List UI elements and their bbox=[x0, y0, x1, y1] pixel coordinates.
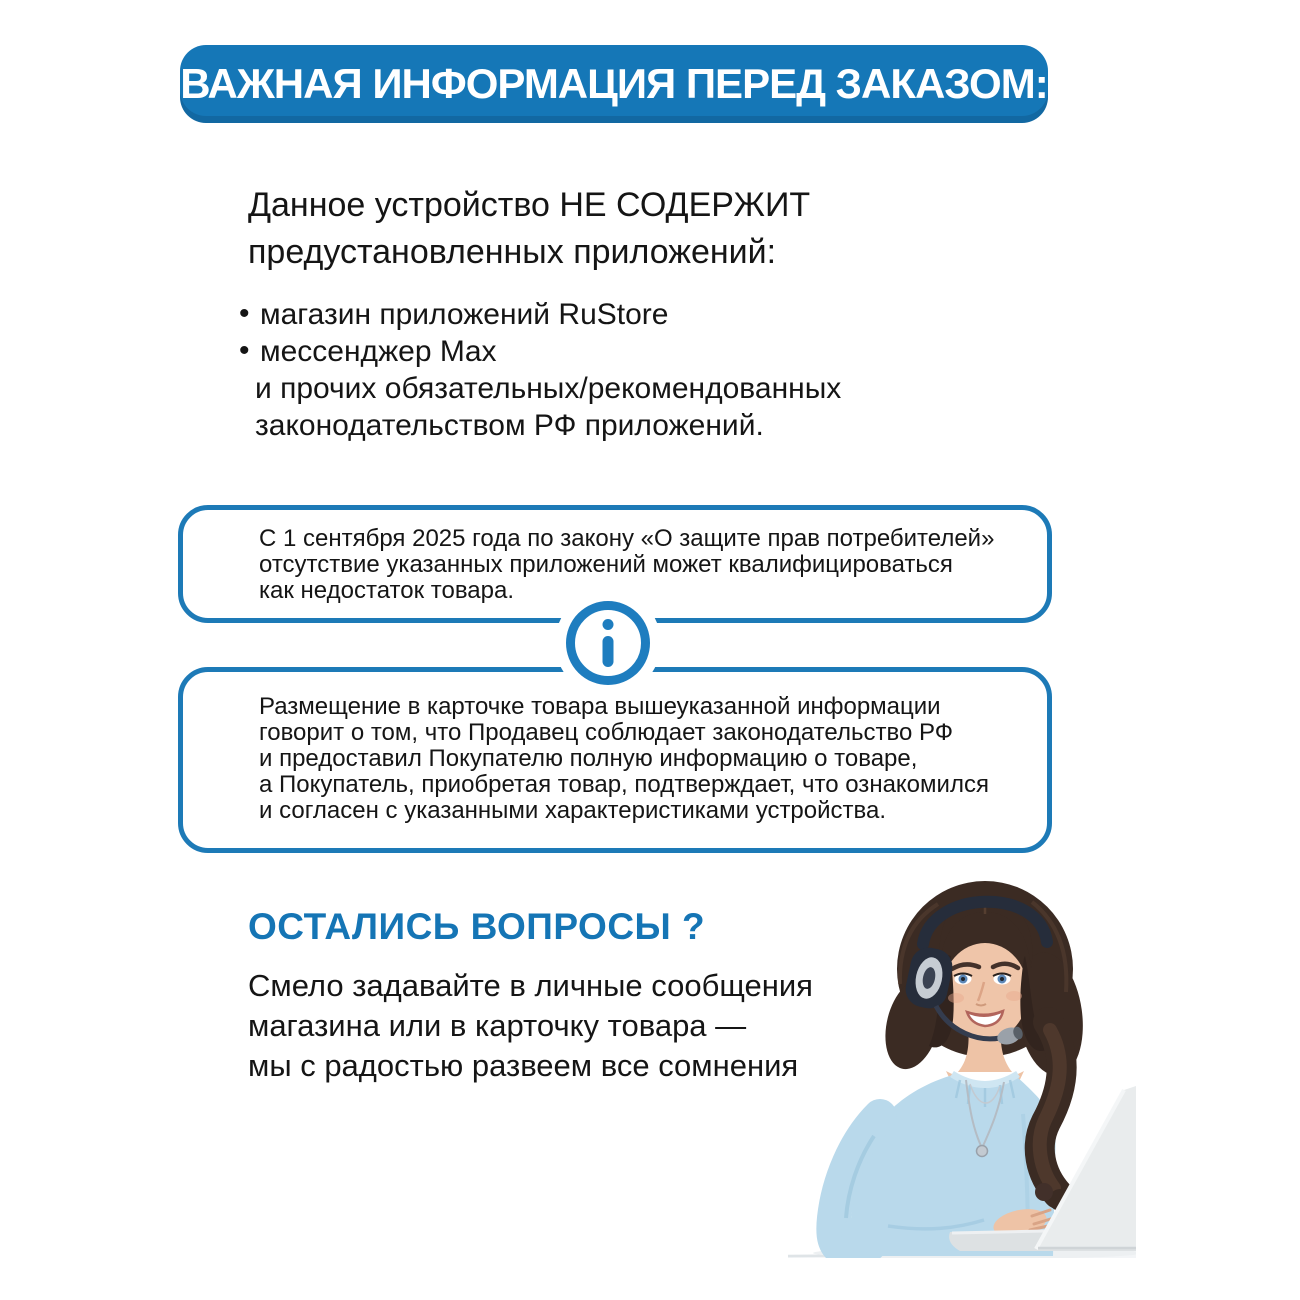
note-line: и согласен с указанными характеристиками устройства. bbox=[259, 797, 887, 824]
missing-apps-list bbox=[239, 296, 842, 444]
list-continuation: законодательством РФ приложений. bbox=[255, 409, 764, 442]
questions-line: Смело задавайте в личные сообщения bbox=[248, 968, 813, 1003]
questions-heading: ОСТАЛИСЬ ВОПРОСЫ ? bbox=[248, 906, 706, 947]
list-item-text: магазин приложений RuStore bbox=[260, 298, 669, 331]
page-title-banner bbox=[180, 45, 1048, 123]
note-line: говорит о том, что Продавец соблюдает законодательство РФ bbox=[259, 719, 953, 746]
list-item bbox=[239, 296, 841, 333]
info-icon bbox=[566, 601, 650, 685]
note-line: отсутствие указанных приложений может квалифицироваться bbox=[259, 551, 953, 578]
questions-line: мы с радостью развеем все сомнения bbox=[248, 1048, 799, 1083]
intro-line: Данное устройство НЕ СОДЕРЖИТ bbox=[248, 186, 811, 224]
questions-line: магазина или в карточку товара — bbox=[248, 1008, 747, 1043]
photo-bottom-crop bbox=[788, 1258, 1136, 1262]
support-agent-photo bbox=[788, 874, 1136, 1262]
bullet-icon: • bbox=[239, 334, 250, 367]
compliance-note-box bbox=[178, 667, 1052, 853]
list-continuation: и прочих обязательных/рекомендованных bbox=[255, 372, 842, 405]
list-item bbox=[239, 333, 841, 370]
questions-text bbox=[248, 966, 813, 1086]
page-title: ВАЖНАЯ ИНФОРМАЦИЯ ПЕРЕД ЗАКАЗОМ: bbox=[180, 60, 1048, 107]
bullet-icon: • bbox=[239, 297, 250, 330]
info-icon-dot bbox=[603, 619, 614, 630]
list-item-text: мессенджер Max bbox=[260, 335, 497, 368]
note-line: как недостаток товара. bbox=[259, 577, 515, 604]
note-line: и предоставил Покупателю полную информацию о товаре, bbox=[259, 745, 918, 772]
note-line: Размещение в карточке товара вышеуказанной информации bbox=[259, 693, 941, 720]
note-line: С 1 сентября 2025 года по закону «О защите прав потребителей» bbox=[259, 525, 995, 552]
intro-text bbox=[248, 182, 810, 276]
info-icon-stem bbox=[603, 636, 614, 667]
note-line: а Покупатель, приобретая товар, подтверждает, что ознакомился bbox=[259, 771, 989, 798]
intro-line: предустановленных приложений: bbox=[248, 233, 777, 271]
